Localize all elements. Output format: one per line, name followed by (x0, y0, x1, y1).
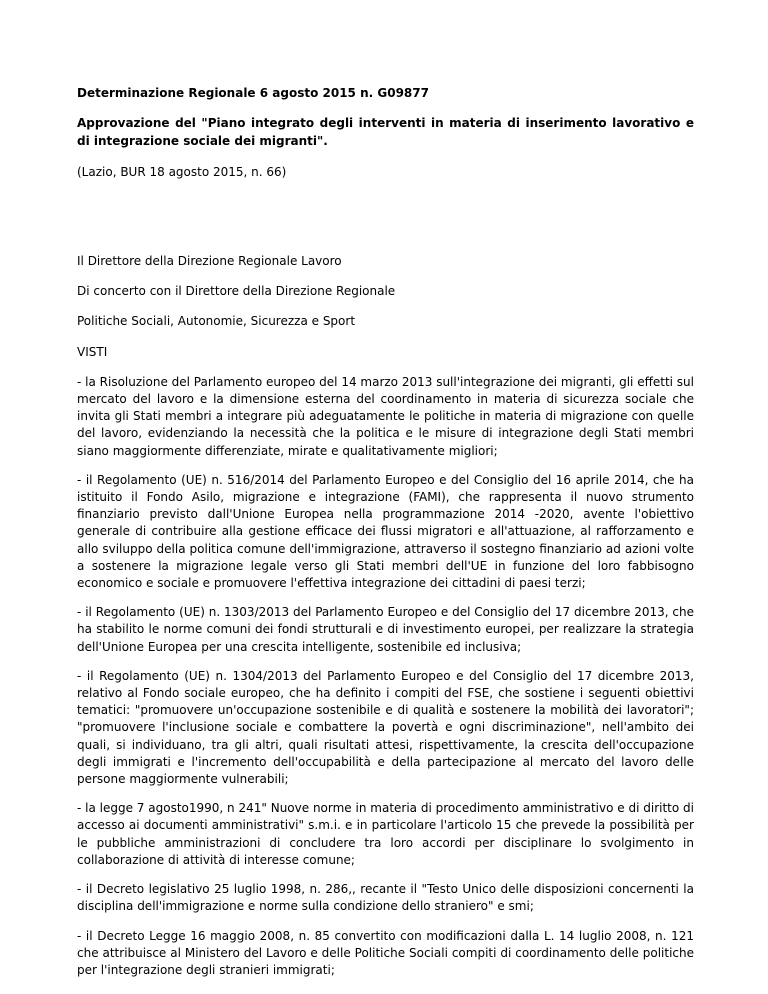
document-subtitle: Approvazione del "Piano integrato degli interventi in materia di inserimento lavorativo e di integrazione sociale dei migranti". (77, 116, 694, 148)
paragraph: - il Regolamento (UE) n. 516/2014 del Parlamento Europeo e del Consiglio del 16 aprile 2014, che ha istituito il Fondo Asilo, migrazione e integrazione (FAMI), che rappresenta il nuovo strumento finanziario previsto dall'Unione Europea nella programmazione 2014 -2020, avente l'obiettivo generale di contribuire alla gestione efficace dei flussi migratori e all'attuazione, al rafforzamento e allo sviluppo della politica comune dell'immigrazione, attraverso il sostegno finanziario ad azioni volte a sostenere la migrazione legale verso gli Stati membri dell'UE in funzione del loro fabbisogno economico e sociale e promuovere l'effettiva integrazione dei cittadini di paesi terzi; (77, 472, 694, 591)
issuer-line: Di concerto con il Direttore della Direzione Regionale (77, 284, 396, 299)
paragraph: - il Decreto Legge 16 maggio 2008, n. 85 convertito con modificazioni dalla L. 14 luglio 2008, n. 121 che attribuisce al Ministero del Lavoro e delle Politiche Sociali compiti di coordinamento delle politiche per l'integrazione degli stranieri immigrati; (77, 928, 694, 977)
paragraph: - il Decreto legislativo 25 luglio 1998, n. 286,, recante il "Testo Unico delle disposizioni concernenti la disciplina dell'immigrazione e norme sulla condizione dello straniero" e smi; (77, 882, 694, 914)
paragraph: - la Risoluzione del Parlamento europeo del 14 marzo 2013 sull'integrazione dei migranti, gli effetti sul mercato del lavoro e la dimensione esterna del coordinamento in materia di sicurezza sociale che invita gli Stati membri a integrare più adeguatamente le politiche in materia di migrazione con quelle del lavoro, evidenziando la necessità che la politica e le misure di integrazione degli Stati membri siano maggiormente differenziate, mirate e qualitativamente migliori; (77, 374, 694, 458)
paragraph: - la legge 7 agosto1990, n 241" Nuove norme in materia di procedimento amministrativo e di diritto di accesso ai documenti amministrativi" s.m.i. e in particolare l'articolo 15 che prevede la possibilità per le pubbliche amministrazioni di concludere tra loro accordi per disciplinare lo svolgimento in collaborazione di attività di interesse comune; (77, 801, 694, 867)
issuer-line: Il Direttore della Direzione Regionale Lavoro (77, 254, 342, 268)
document-title: Determinazione Regionale 6 agosto 2015 n. G09877 (77, 86, 429, 100)
paragraph: - il Regolamento (UE) n. 1304/2013 del Parlamento Europeo e del Consiglio del 17 dicembre 2013, relativo al Fondo sociale europeo, che ha definito i compiti del FSE, che sostiene i seguenti obiettivi tematici: "promuovere un'occupazione sostenibile e di qualità e sostenere la mobilità dei lavoratori"; "promuovere l'inclusione sociale e combattere la povertà e ogni discriminazione", nell'ambito dei quali, si individuano, tra gli altri, quali risultati attesi, rispettivamente, la crescita dell'occupazione degli immigrati e l'incremento dell'occupabilità e della partecipazione al mercato del lavoro delle persone maggiormente vulnerabili; (77, 668, 694, 787)
paragraph: - il Regolamento (UE) n. 1303/2013 del Parlamento Europeo e del Consiglio del 17 dicembre 2013, che ha stabilito le norme comuni dei fondi strutturali e di investimento europei, per realizzare la strategia dell'Unione Europea per una crescita intelligente, sostenibile ed inclusiva; (77, 605, 694, 654)
publication-source: (Lazio, BUR 18 agosto 2015, n. 66) (77, 165, 287, 179)
issuer-line: Politiche Sociali, Autonomie, Sicurezza e Sport (77, 314, 356, 329)
document-page (77, 84, 694, 991)
visti-heading: VISTI (77, 344, 108, 359)
